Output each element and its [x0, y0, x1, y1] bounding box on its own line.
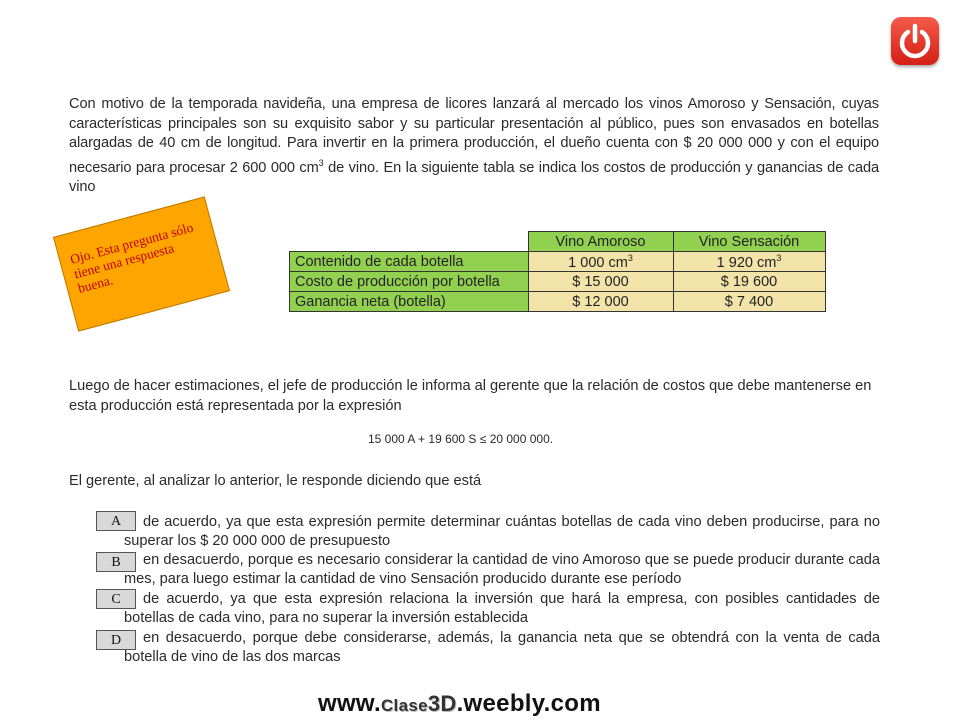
- option-d-button[interactable]: D: [96, 630, 136, 650]
- formula: 15 000 A + 19 600 S ≤ 20 000 000.: [368, 432, 554, 446]
- option-b-button[interactable]: B: [96, 552, 136, 572]
- intro-paragraph: [69, 95, 879, 197]
- cell-value: $ 12 000: [528, 292, 673, 312]
- option-c-button[interactable]: C: [96, 589, 136, 609]
- option-a-button[interactable]: A: [96, 511, 136, 531]
- header-sensacion: Vino Sensación: [673, 232, 825, 252]
- cell-value: 1 000 $cm^3$: [528, 252, 673, 272]
- option-c-text: de acuerdo, ya que esta expresión relaciona la inversión que hará la empresa, con posibles cantidades de botellas de cada vino, para no superar la inversión establecida: [124, 591, 880, 626]
- power-icon: [891, 17, 939, 65]
- cell-value: $ 7 400: [673, 292, 825, 312]
- row-label: Ganancia neta (botella): [290, 292, 529, 312]
- table-row: [290, 252, 826, 272]
- intro-text-2: de vino. En la siguiente tabla se indica los costos de producción y ganancias de cada vino: [69, 159, 879, 195]
- footer-clase: Clase: [380, 696, 428, 715]
- intro-text-1: Con motivo de la temporada navideña, una empresa de licores lanzará al mercado los vinos Amoroso y Sensación, cuyas características principales son su exquisito sabor y su particular presentación al público, pues son envasados en botellas alargadas de 40 cm de longitud. Para invertir en la primera producción, el dueño cuenta con $ 20 000 000 y con el equipo necesario para procesar 2 600 000 cm: [69, 96, 879, 176]
- option-d-text: en desacuerdo, porque debe considerarse, además, la ganancia neta que se obtendrá con la venta de cada botella de vino de las dos marcas: [124, 630, 880, 665]
- header-amoroso: Vino Amoroso: [528, 232, 673, 252]
- intro-superscript: 3: [318, 157, 324, 168]
- footer-suffix: .weebly.com: [456, 690, 601, 717]
- row-label: Costo de producción por botella: [290, 272, 529, 292]
- table-header-row: [290, 232, 826, 252]
- cost-table: [289, 231, 826, 312]
- footer-prefix: www.: [318, 690, 381, 717]
- footer-url: [318, 690, 601, 718]
- table-row: [290, 292, 826, 312]
- question-prompt: El gerente, al analizar lo anterior, le responde diciendo que está: [69, 473, 482, 489]
- cell-value: $ 15 000: [528, 272, 673, 292]
- footer-3d: 3D: [427, 691, 457, 716]
- power-button[interactable]: [891, 17, 939, 65]
- option-b-text: en desacuerdo, porque es necesario considerar la cantidad de vino Amoroso que se puede producir durante cada mes, para luego estimar la cantidad de vino Sensación producido durante ese período: [124, 552, 880, 587]
- cell-value: $ 19 600: [673, 272, 825, 292]
- table-corner: [290, 232, 529, 252]
- option-a-text: de acuerdo, ya que esta expresión permite determinar cuántas botellas de cada vino deben producirse, para no superar los $ 20 000 000 de presupuesto: [124, 514, 880, 549]
- table-row: [290, 272, 826, 292]
- warning-note: Ojo. Esta pregunta sólo tiene una respuesta buena.: [53, 196, 230, 331]
- question-paragraph: Luego de hacer estimaciones, el jefe de producción le informa al gerente que la relación de costos que debe mantenerse en esta producción está representada por la expresión: [69, 378, 872, 414]
- cell-value: 1 920 $cm^3$: [673, 252, 825, 272]
- row-label: Contenido de cada botella: [290, 252, 529, 272]
